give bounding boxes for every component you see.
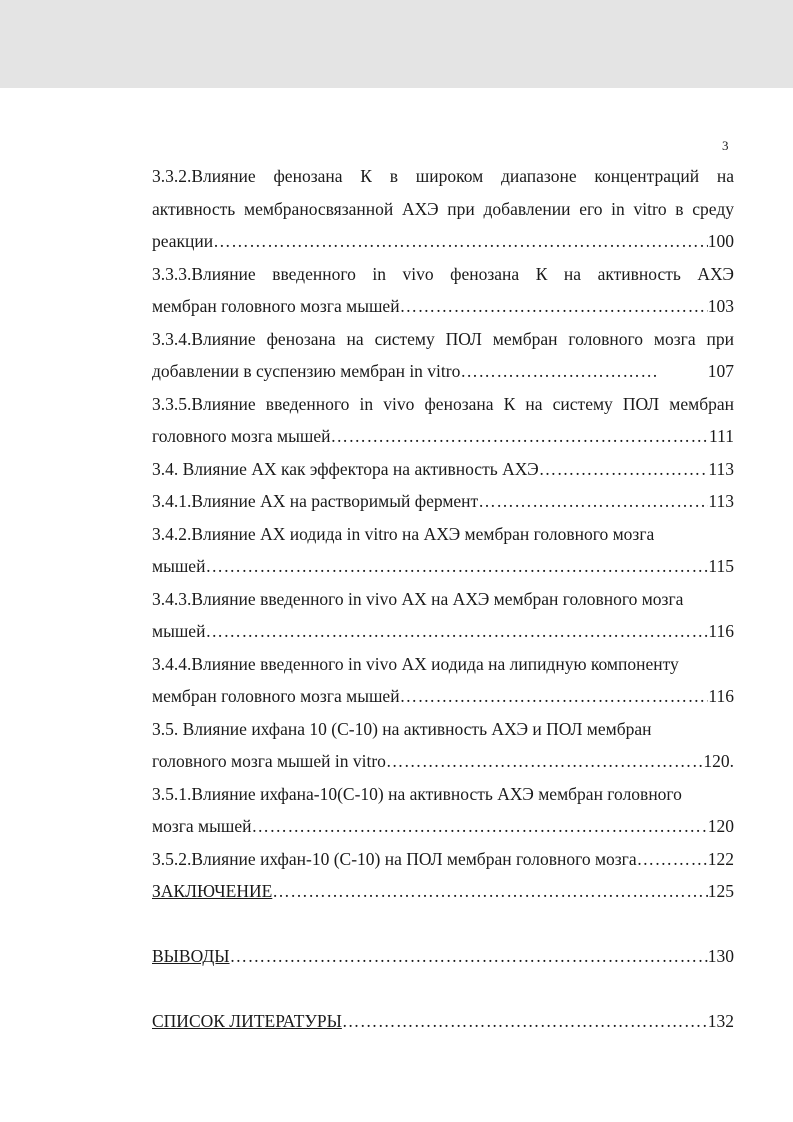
toc-page-number: 120 <box>707 816 734 836</box>
toc-entry-text: 3.5.2.Влияние ихфан-10 (С-10) на ПОЛ мембран головного мозга <box>152 848 637 869</box>
dot-leader <box>205 550 708 583</box>
toc-entry-3-5-1-line-2 <box>152 810 734 843</box>
toc-entry-text: реакции <box>152 231 214 251</box>
dot-leader <box>230 940 708 973</box>
toc-entry-3-5-line-2 <box>152 745 734 778</box>
toc-entry-3-3-3-line-1: 3.3.3.Влияние введенного in vivo фенозана К на активность АХЭ <box>152 263 734 284</box>
toc-page-number: 113 <box>708 458 734 479</box>
toc-entry-3-4-4-line-1: 3.4.4.Влияние введенного in vivo АХ иодида на липидную компоненту <box>152 653 679 674</box>
toc-page-number: 111 <box>709 426 734 446</box>
toc-entry-text: головного мозга мышей <box>152 426 331 446</box>
toc-entry-3-5-line-1: 3.5. Влияние ихфана 10 (С-10) на активность АХЭ и ПОЛ мембран <box>152 718 652 739</box>
toc-page-number: 122 <box>707 848 734 869</box>
toc-page-number: 100 <box>707 231 734 251</box>
dot-leader <box>460 355 660 388</box>
toc-entry-text: мембран головного мозга мышей <box>152 296 400 316</box>
toc-entry-3-4-4-line-2 <box>152 680 734 713</box>
toc-entry-3-4-1 <box>152 485 734 518</box>
toc-entry-3-3-4-line-2 <box>152 355 734 388</box>
toc-entry-3-5-1-line-1: 3.5.1.Влияние ихфана-10(С-10) на активность АХЭ мембран головного <box>152 783 682 804</box>
toc-entry-3-3-2-line-3 <box>152 225 734 258</box>
dot-leader <box>205 615 708 648</box>
toc-entry-conclusion <box>152 875 734 908</box>
toc-entry-3-5-2 <box>152 843 734 876</box>
dot-leader <box>331 420 710 453</box>
toc-entry-3-4-2-line-1: 3.4.2.Влияние АХ иодида in vitro на АХЭ мембран головного мозга <box>152 523 655 544</box>
dot-leader <box>342 1005 708 1038</box>
toc-entry-3-4-3-line-2 <box>152 615 734 648</box>
toc-findings-link[interactable]: ВЫВОДЫ <box>152 946 230 966</box>
toc-page-number: 132 <box>707 1011 734 1031</box>
toc-entry-3-4-2-line-2 <box>152 550 734 583</box>
toc-page-number: 120. <box>703 751 734 771</box>
toc-entry-3-3-2-line-2: активность мембраносвязанной АХЭ при добавлении его in vitro в среду <box>152 198 734 219</box>
spacer <box>152 973 734 1006</box>
toc-entry-references <box>152 1005 734 1038</box>
dot-leader <box>400 290 708 323</box>
toc-entry-3-4 <box>152 453 734 486</box>
spacer <box>152 908 734 941</box>
toc-entry-findings <box>152 940 734 973</box>
page-number: 3 <box>722 138 729 153</box>
toc-entry-3-3-5-line-1: 3.3.5.Влияние введенного in vivo фенозана К на систему ПОЛ мембран <box>152 393 734 414</box>
toc-entry-3-4-3-line-1: 3.4.3.Влияние введенного in vivo АХ на АХЭ мембран головного мозга <box>152 588 684 609</box>
toc-entry-text: мышей <box>152 556 206 576</box>
toc-page-number: 115 <box>708 556 734 576</box>
toc-page-number: 103 <box>707 296 734 316</box>
toc-entry-text: мембран головного мозга мышей <box>152 686 400 706</box>
toc-entry-text: 3.4. Влияние АХ как эффектора на активность АХЭ <box>152 458 539 479</box>
toc-page-number: 113 <box>708 491 734 511</box>
toc-entry-3-3-5-line-2 <box>152 420 734 453</box>
toc-entry-3-3-4-line-1: 3.3.4.Влияние фенозана на систему ПОЛ мембран головного мозга при <box>152 328 734 349</box>
dot-leader <box>400 680 709 713</box>
dot-leader <box>637 843 708 876</box>
dot-leader <box>213 225 708 258</box>
toc-entry-3-3-3-line-2 <box>152 290 734 323</box>
dot-leader <box>539 453 709 486</box>
dot-leader <box>252 810 708 843</box>
toc-page-number: 116 <box>708 621 734 641</box>
toc-page-number: 116 <box>708 686 734 706</box>
table-of-contents <box>152 160 734 1038</box>
toc-conclusion-link[interactable]: ЗАКЛЮЧЕНИЕ <box>152 881 273 901</box>
toc-entry-text: головного мозга мышей in vitro <box>152 751 386 771</box>
dot-leader <box>272 875 707 908</box>
toc-page-number: 107 <box>707 361 734 381</box>
toc-entry-3-3-2-line-1: 3.3.2.Влияние фенозана К в широком диапазоне концентраций на <box>152 166 734 186</box>
toc-entry-text: мышей <box>152 621 206 641</box>
toc-entry-text: добавлении в суспензию мембран in vitro <box>152 361 461 381</box>
dot-leader <box>478 485 708 518</box>
toc-entry-text: 3.4.1.Влияние АХ на растворимый фермент <box>152 491 479 511</box>
toc-entry-text: мозга мышей <box>152 816 252 836</box>
toc-references-link[interactable]: СПИСОК ЛИТЕРАТУРЫ <box>152 1011 342 1031</box>
toc-page-number: 125 <box>707 881 734 901</box>
toc-page-number: 130 <box>707 946 734 966</box>
dot-leader <box>386 745 703 778</box>
